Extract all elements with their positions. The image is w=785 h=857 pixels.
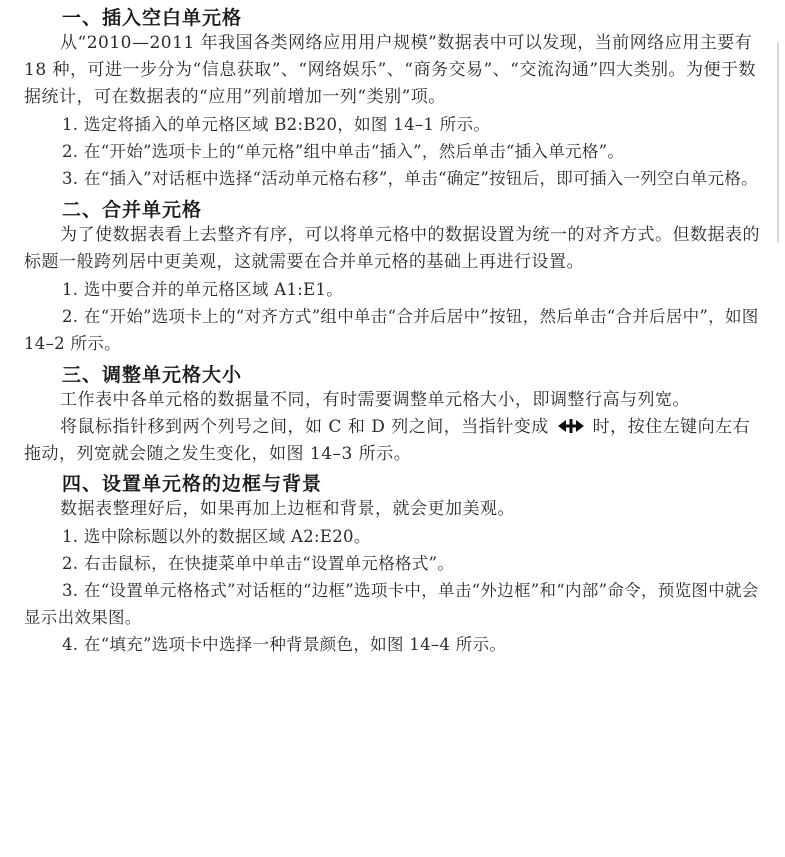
section-4-heading: 四、设置单元格的边框与背景: [62, 473, 323, 495]
section-2-heading: 二、合并单元格: [62, 199, 203, 221]
section-1-step-3: 3. 在“插入”对话框中选择“活动单元格右移”，单击“确定”按钮后，即可插入一列空白单元格。: [62, 169, 758, 188]
section-1-step-2: 2. 在“开始”选项卡上的“单元格”组中单击“插入”，然后单击“插入单元格”。: [62, 142, 625, 161]
section-4-step-4: 4. 在“填充”选项卡中选择一种背景颜色，如图 14–4 所示。: [62, 635, 507, 654]
section-3-drag-instruction: [24, 414, 761, 468]
section-4-step-1: 1. 选中除标题以外的数据区域 A2:E20。: [62, 527, 371, 546]
section-4-step-3: 3. 在“设置单元格格式”对话框的“边框”选项卡中，单击“外边框”和“内部”命令，预览图中就会显示出效果图。: [24, 581, 759, 627]
section-1-step-1: 1. 选定将插入的单元格区域 B2:B20，如图 14–1 所示。: [62, 115, 491, 134]
section-3-heading: 三、调整单元格大小: [62, 364, 243, 386]
section-2-step-2: 2. 在“开始”选项卡上的“对齐方式”组中单击“合并后居中”按钮，然后单击“合并后居中”，如图 14–2 所示。: [24, 307, 759, 353]
section-4-step-2: 2. 右击鼠标，在快捷菜单中单击“设置单元格格式”。: [62, 554, 455, 573]
section-1-heading: 一、插入空白单元格: [62, 7, 243, 29]
section-4-intro: 数据表整理好后，如果再加上边框和背景，就会更加美观。: [60, 499, 515, 519]
section-2-step-1: 1. 选中要合并的单元格区域 A1:E1。: [62, 280, 344, 299]
drag-text-before: 将鼠标指针移到两个列号之间，如 C 和 D 列之间，当指针变成: [60, 417, 549, 437]
section-3-intro: 工作表中各单元格的数据量不同，有时需要调整单元格大小，即调整行高与列宽。: [60, 390, 690, 410]
section-1-intro: 从“2010—2011 年我国各类网络应用用户规模”数据表中可以发现，当前网络应用主要有 18 种，可进一步分为“信息获取”、“网络娱乐”、“商务交易”、“交流沟通”四大类别。为便于数据统计，可在数据表的“应用”列前增加一列“类别”项。: [24, 33, 757, 107]
scan-edge-mark: [777, 42, 779, 242]
column-resize-cursor-icon: [558, 419, 584, 433]
section-2-intro: 为了使数据表看上去整齐有序，可以将单元格中的数据设置为统一的对齐方式。但数据表的标题一般跨列居中更美观，这就需要在合并单元格的基础上再进行设置。: [24, 225, 760, 272]
drag-text-after: 时，按住左键向左右拖动，列宽就会随之发生变化，如图 14–3 所示。: [24, 417, 751, 464]
